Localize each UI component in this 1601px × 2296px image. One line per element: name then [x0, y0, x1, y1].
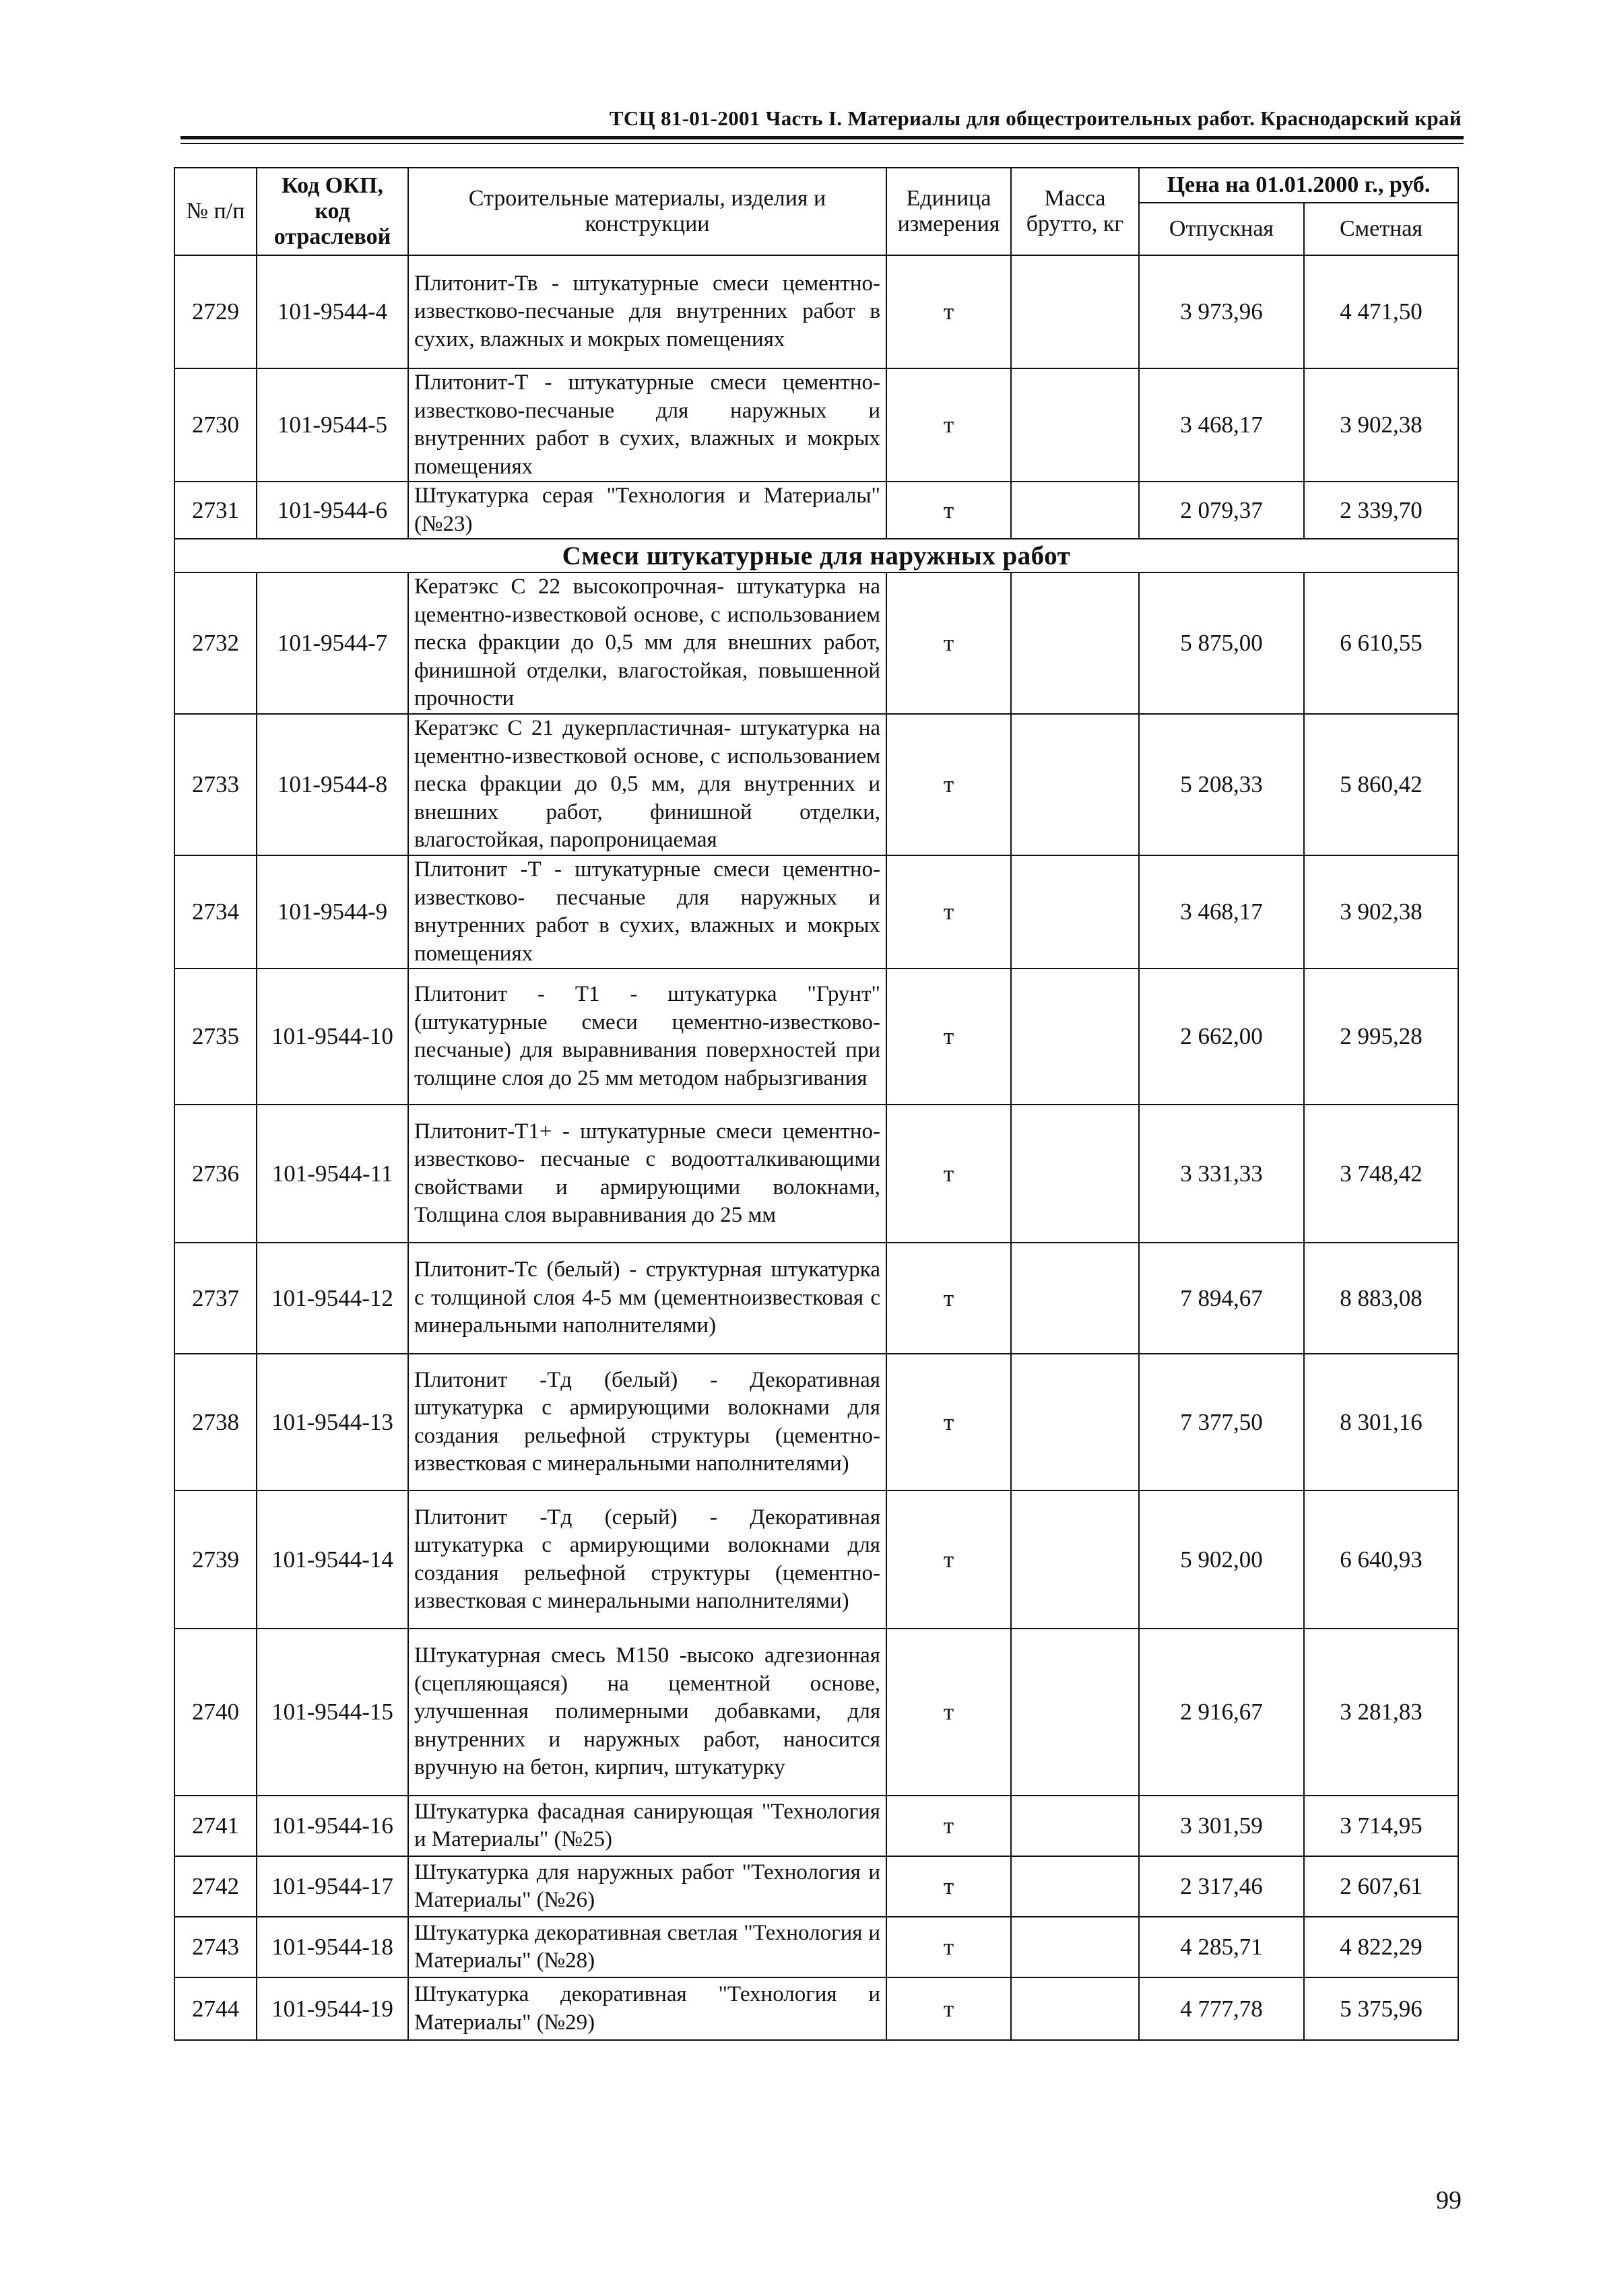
- row-unit: т: [886, 1917, 1011, 1977]
- row-unit: т: [886, 1490, 1011, 1629]
- row-mass: [1011, 1354, 1139, 1490]
- row-mass: [1011, 1917, 1139, 1977]
- row-code: 101-9544-9: [257, 855, 408, 969]
- row-code: 101-9544-5: [257, 368, 408, 482]
- row-number: 2733: [174, 714, 257, 855]
- row-unit: т: [886, 1354, 1011, 1490]
- table-row: [174, 1243, 1458, 1354]
- table-row: [174, 1105, 1458, 1243]
- row-mass: [1011, 1977, 1139, 2040]
- row-code: 101-9544-8: [257, 714, 408, 855]
- row-number: 2741: [174, 1796, 257, 1856]
- row-price-estimate: 3 902,38: [1304, 368, 1458, 482]
- row-unit: т: [886, 969, 1011, 1105]
- row-price-estimate: 3 281,83: [1304, 1629, 1458, 1796]
- row-name: Штукатурка декоративная светлая "Технология и Материалы" (№28): [408, 1917, 886, 1977]
- row-code: 101-9544-4: [257, 255, 408, 368]
- table-row: [174, 1917, 1458, 1977]
- row-price-estimate: 3 902,38: [1304, 855, 1458, 969]
- row-price-estimate: 5 375,96: [1304, 1977, 1458, 2040]
- row-number: 2740: [174, 1629, 257, 1796]
- row-price-release: 2 916,67: [1139, 1629, 1304, 1796]
- table-row: [174, 255, 1458, 368]
- row-number: 2743: [174, 1917, 257, 1977]
- row-price-release: 5 902,00: [1139, 1490, 1304, 1629]
- row-price-release: 2 079,37: [1139, 482, 1304, 539]
- row-name: Плитонит-Т - штукатурные смеси цементно-известково-песчаные для наружных и внутренних работ в сухих, влажных и мокрых помещениях: [408, 368, 886, 482]
- row-price-release: 2 317,46: [1139, 1856, 1304, 1917]
- row-price-release: 3 301,59: [1139, 1796, 1304, 1856]
- row-number: 2739: [174, 1490, 257, 1629]
- table-row: [174, 714, 1458, 855]
- row-name: Штукатурка фасадная санирующая "Технология и Материалы" (№25): [408, 1796, 886, 1856]
- row-price-release: 5 208,33: [1139, 714, 1304, 855]
- table-row: [174, 969, 1458, 1105]
- col-header-unit: Единица измерения: [886, 168, 1011, 255]
- row-price-estimate: 3 714,95: [1304, 1796, 1458, 1856]
- row-code: 101-9544-13: [257, 1354, 408, 1490]
- row-name: Штукатурная смесь М150 -высоко адгезионная (сцепляющаяся) на цементной основе, улучшенная полимерными добавками, для внутренних и наружных работ, наносится вручную на бетон, кирпич, штукатурку: [408, 1629, 886, 1796]
- col-header-mass: Масса брутто, кг: [1011, 168, 1139, 255]
- row-name: Плитонит-Тс (белый) - структурная штукатурка с толщиной слоя 4-5 мм (цементноизвестковая с минеральными наполнителями): [408, 1243, 886, 1354]
- row-price-estimate: 2 607,61: [1304, 1856, 1458, 1917]
- row-name: Штукатурка для наружных работ "Технология и Материалы" (№26): [408, 1856, 886, 1917]
- row-price-estimate: 5 860,42: [1304, 714, 1458, 855]
- section-title: Смеси штукатурные для наружных работ: [174, 539, 1458, 572]
- row-unit: т: [886, 1856, 1011, 1917]
- row-unit: т: [886, 1105, 1011, 1243]
- row-number: 2730: [174, 368, 257, 482]
- row-number: 2744: [174, 1977, 257, 2040]
- col-header-code: Код ОКП, код отраслевой: [257, 168, 408, 255]
- table-row: [174, 572, 1458, 714]
- row-name: Плитонит -Т - штукатурные смеси цементно-известково- песчаные для наружных и внутренних работ в сухих, влажных и мокрых помещениях: [408, 855, 886, 969]
- row-price-release: 5 875,00: [1139, 572, 1304, 714]
- table-row: [174, 1796, 1458, 1856]
- section-body: [174, 539, 1458, 572]
- table-body-top: [174, 255, 1458, 539]
- table-row: [174, 1977, 1458, 2040]
- row-mass: [1011, 482, 1139, 539]
- row-unit: т: [886, 368, 1011, 482]
- row-price-release: 4 777,78: [1139, 1977, 1304, 2040]
- row-number: 2742: [174, 1856, 257, 1917]
- row-mass: [1011, 255, 1139, 368]
- price-table: [174, 167, 1459, 2041]
- col-header-price-release: Отпускная: [1139, 203, 1304, 255]
- row-code: 101-9544-17: [257, 1856, 408, 1917]
- row-price-estimate: 2 995,28: [1304, 969, 1458, 1105]
- row-unit: т: [886, 1629, 1011, 1796]
- row-number: 2737: [174, 1243, 257, 1354]
- row-code: 101-9544-6: [257, 482, 408, 539]
- row-price-estimate: 8 301,16: [1304, 1354, 1458, 1490]
- row-unit: т: [886, 855, 1011, 969]
- row-number: 2735: [174, 969, 257, 1105]
- table-row: [174, 482, 1458, 539]
- table-row: [174, 855, 1458, 969]
- row-mass: [1011, 855, 1139, 969]
- row-number: 2732: [174, 572, 257, 714]
- row-number: 2734: [174, 855, 257, 969]
- row-price-estimate: 2 339,70: [1304, 482, 1458, 539]
- col-header-num: № п/п: [174, 168, 257, 255]
- row-price-estimate: 4 822,29: [1304, 1917, 1458, 1977]
- row-name: Кератэкс С 22 высокопрочная- штукатурка на цементно-известковой основе, с использованием песка фракции до 0,5 мм для внешних работ, финишной отделки, влагостойкая, повышенной прочности: [408, 572, 886, 714]
- row-price-release: 4 285,71: [1139, 1917, 1304, 1977]
- row-code: 101-9544-19: [257, 1977, 408, 2040]
- section-row: [174, 539, 1458, 572]
- row-price-estimate: 6 610,55: [1304, 572, 1458, 714]
- col-header-price-estimate: Сметная: [1304, 203, 1458, 255]
- row-mass: [1011, 1490, 1139, 1629]
- row-code: 101-9544-11: [257, 1105, 408, 1243]
- row-mass: [1011, 714, 1139, 855]
- row-unit: т: [886, 482, 1011, 539]
- row-mass: [1011, 1105, 1139, 1243]
- table-row: [174, 1629, 1458, 1796]
- row-code: 101-9544-7: [257, 572, 408, 714]
- row-name: Плитонит -Тд (серый) - Декоративная штукатурка с армирующими волокнами для создания рельефной структуры (цементно-известковая с минеральными наполнителями): [408, 1490, 886, 1629]
- row-name: Плитонит-Т1+ - штукатурные смеси цементно-известково- песчаные с водоотталкивающими свойствами и армирующими волокнами, Толщина слоя выравнивания до 25 мм: [408, 1105, 886, 1243]
- row-mass: [1011, 1796, 1139, 1856]
- row-code: 101-9544-14: [257, 1490, 408, 1629]
- row-price-release: 7 377,50: [1139, 1354, 1304, 1490]
- row-unit: т: [886, 572, 1011, 714]
- row-unit: т: [886, 1796, 1011, 1856]
- row-price-release: 3 331,33: [1139, 1105, 1304, 1243]
- page-number: 99: [1436, 2186, 1462, 2215]
- row-mass: [1011, 1243, 1139, 1354]
- document-header: ТСЦ 81-01-2001 Часть I. Материалы для общестроительных работ. Краснодарский край: [609, 106, 1462, 130]
- col-header-name: Строительные материалы, изделия и конструкции: [408, 168, 886, 255]
- row-mass: [1011, 1629, 1139, 1796]
- row-price-release: 3 468,17: [1139, 855, 1304, 969]
- row-code: 101-9544-16: [257, 1796, 408, 1856]
- row-price-release: 3 468,17: [1139, 368, 1304, 482]
- row-unit: т: [886, 1977, 1011, 2040]
- row-price-release: 3 973,96: [1139, 255, 1304, 368]
- header-rule-thin: [181, 143, 1464, 144]
- row-code: 101-9544-10: [257, 969, 408, 1105]
- table-row: [174, 1354, 1458, 1490]
- table-row: [174, 1490, 1458, 1629]
- row-number: 2738: [174, 1354, 257, 1490]
- row-code: 101-9544-18: [257, 1917, 408, 1977]
- row-number: 2729: [174, 255, 257, 368]
- header-rule: [181, 136, 1464, 139]
- row-name: Штукатурка декоративная "Технология и Материалы" (№29): [408, 1977, 886, 2040]
- row-unit: т: [886, 1243, 1011, 1354]
- row-price-release: 2 662,00: [1139, 969, 1304, 1105]
- table-row: [174, 368, 1458, 482]
- row-code: 101-9544-12: [257, 1243, 408, 1354]
- table-header: [174, 168, 1458, 255]
- row-mass: [1011, 572, 1139, 714]
- row-name: Плитонит -Тд (белый) - Декоративная штукатурка с армирующими волокнами для создания рельефной структуры (цементно-известковая с минеральными наполнителями): [408, 1354, 886, 1490]
- row-name: Кератэкс С 21 дукерпластичная- штукатурка на цементно-известковой основе, с использованием песка фракции до 0,5 мм, для внутренних и внешних работ, финишной отделки, влагостойкая, паропроницаемая: [408, 714, 886, 855]
- row-mass: [1011, 1856, 1139, 1917]
- row-unit: т: [886, 255, 1011, 368]
- row-price-estimate: 6 640,93: [1304, 1490, 1458, 1629]
- row-mass: [1011, 969, 1139, 1105]
- row-price-estimate: 4 471,50: [1304, 255, 1458, 368]
- row-number: 2736: [174, 1105, 257, 1243]
- row-name: Штукатурка серая "Технология и Материалы" (№23): [408, 482, 886, 539]
- row-unit: т: [886, 714, 1011, 855]
- row-name: Плитонит - Т1 - штукатурка "Грунт" (штукатурные смеси цементно-известково- песчаные) для выравнивания поверхностей при толщине слоя до 25 мм методом набрызгивания: [408, 969, 886, 1105]
- table-body-section: [174, 572, 1458, 2040]
- row-price-estimate: 8 883,08: [1304, 1243, 1458, 1354]
- row-name: Плитонит-Тв - штукатурные смеси цементно-известково-песчаные для внутренних работ в сухих, влажных и мокрых помещениях: [408, 255, 886, 368]
- row-code: 101-9544-15: [257, 1629, 408, 1796]
- row-number: 2731: [174, 482, 257, 539]
- row-price-release: 7 894,67: [1139, 1243, 1304, 1354]
- row-price-estimate: 3 748,42: [1304, 1105, 1458, 1243]
- row-mass: [1011, 368, 1139, 482]
- col-header-price-group: Цена на 01.01.2000 г., руб.: [1139, 168, 1458, 203]
- table-row: [174, 1856, 1458, 1917]
